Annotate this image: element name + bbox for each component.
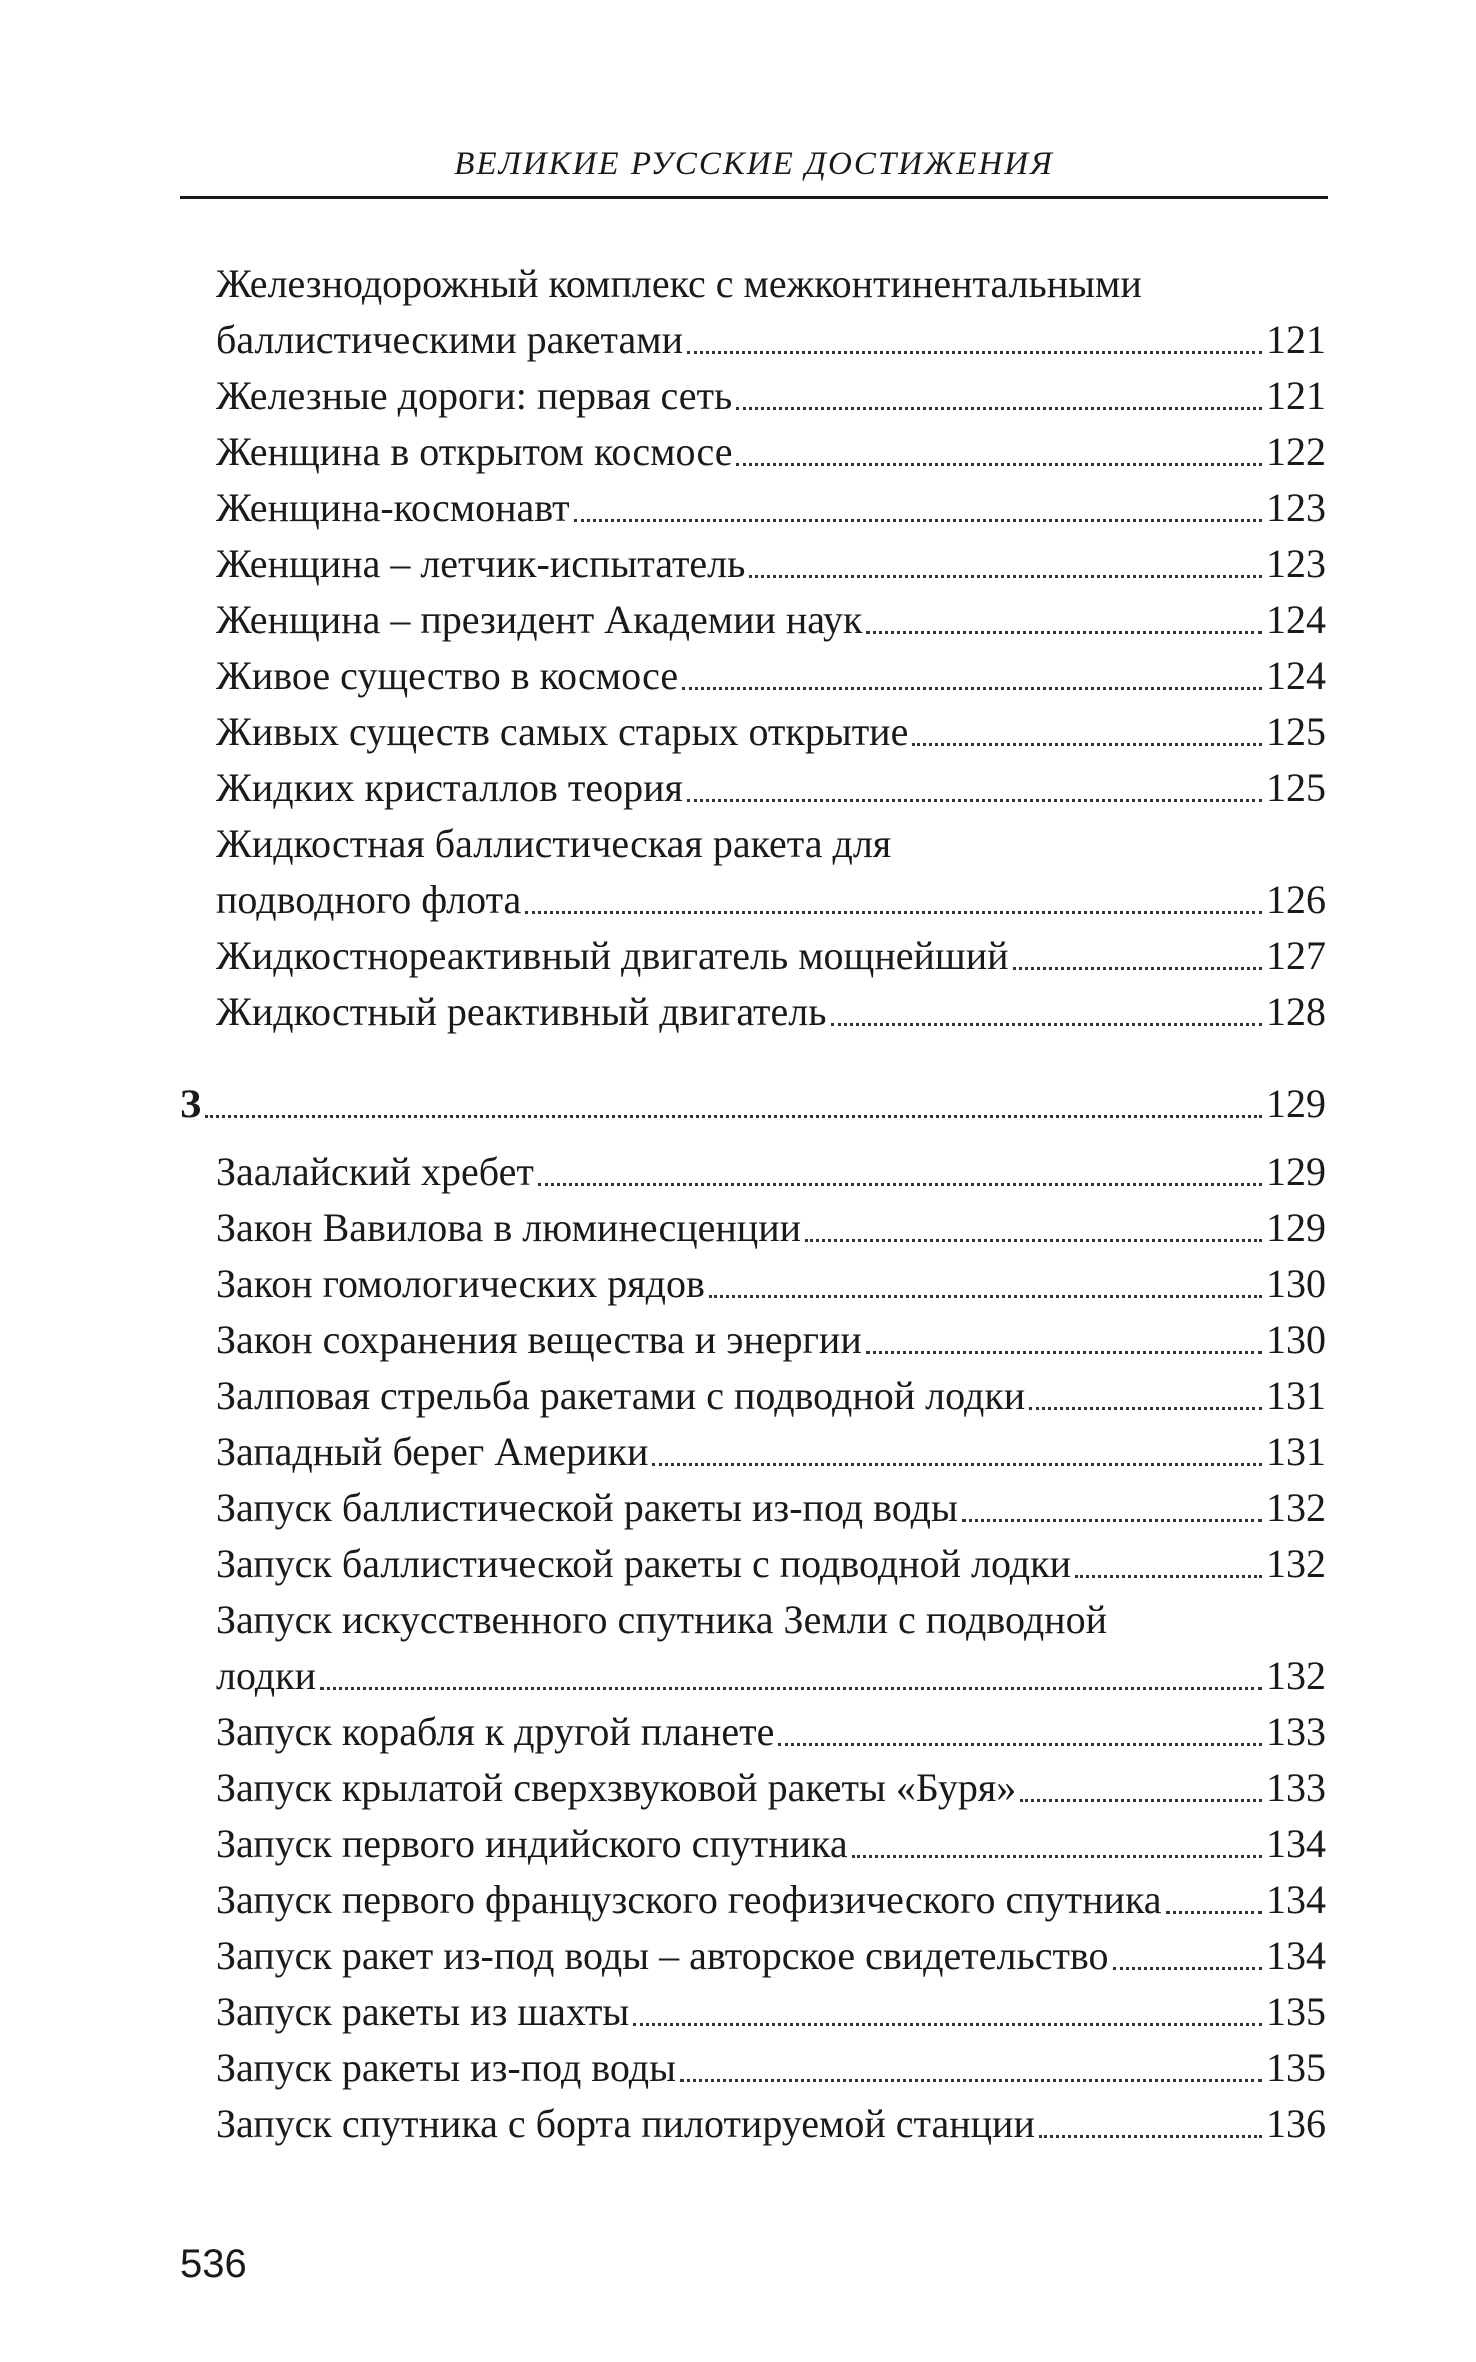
toc-entry-page: 130 [1266,1317,1326,1362]
toc-entry [216,1144,1326,1200]
toc-entry-title: Запуск искусственного спутника Земли с подводной [216,1597,1107,1642]
dot-leader [525,911,1262,914]
dot-leader [1075,1575,1262,1578]
toc-entry-title: Живое существо в космосе [216,653,679,698]
dot-leader [652,1463,1262,1466]
toc-entry-title: Запуск крылатой сверхзвуковой ракеты «Буря» [216,1765,1017,1810]
toc-entry-title: Закон Вавилова в люминесценции [216,1205,802,1250]
toc-entry-title: Закон сохранения вещества и энергии [216,1317,862,1362]
toc-entry-page: 135 [1266,2045,1326,2090]
toc-entry [216,2096,1326,2152]
toc-entry-title: Запуск спутника с борта пилотируемой станции [216,2101,1035,2146]
toc-entry-title: Жидкостная баллистическая ракета для [216,821,892,866]
toc-entry [216,480,1326,536]
toc-entry-title: Запуск баллистической ракеты из-под воды [216,1485,958,1530]
toc-entry [216,2040,1326,2096]
toc-entry-page: 123 [1266,485,1326,530]
toc-entry [216,1592,1326,1648]
toc-entry-title: Запуск баллистической ракеты с подводной лодки [216,1541,1071,1586]
dot-leader [831,1023,1263,1026]
toc-entry [216,1872,1326,1928]
toc-entry-title: Запуск корабля к другой планете [216,1709,775,1754]
toc-entry-page: 134 [1266,1877,1326,1922]
toc-entry-title: Запуск первого французского геофизического спутника [216,1877,1162,1922]
toc-entry [216,928,1326,984]
toc-entry [216,312,1326,368]
toc-entry-page: 121 [1266,373,1326,418]
toc-entry-title: Заалайский хребет [216,1149,534,1194]
dot-leader [866,1351,1262,1354]
page-number: 536 [180,2242,247,2286]
toc-entry-page: 136 [1266,2101,1326,2146]
dot-leader [320,1687,1262,1690]
dot-leader [1013,967,1263,970]
toc-entry-title: Запуск ракеты из-под воды [216,2045,676,2090]
toc-entry-title: Живых существ самых старых открытие [216,709,909,754]
toc-entry-page: 122 [1266,429,1326,474]
toc-entry [216,1816,1326,1872]
toc-entry-page: 133 [1266,1765,1326,1810]
toc-entry-title: подводного флота [216,877,522,922]
dot-leader [736,463,1262,466]
toc-entry [216,1424,1326,1480]
toc-entry-title: Запуск ракеты из шахты [216,1989,630,2034]
toc-entry-title: Женщина-космонавт [216,485,570,530]
toc-entry [216,704,1326,760]
dot-leader [633,2023,1262,2026]
toc-entry [216,1704,1326,1760]
toc-entry-page: 125 [1266,709,1326,754]
running-header: ВЕЛИКИЕ РУССКИЕ ДОСТИЖЕНИЯ [454,146,1054,182]
toc-entry [216,1480,1326,1536]
toc-entry [216,816,1326,872]
dot-leader [912,743,1262,746]
toc-entry-title: Закон гомологических рядов [216,1261,705,1306]
toc-entry-page: 131 [1266,1429,1326,1474]
dot-leader [778,1743,1262,1746]
toc-entry-page: 124 [1266,653,1326,698]
toc-entry-title: Жидкостнореактивный двигатель мощнейший [216,933,1009,978]
toc-section-heading [180,1076,1326,1132]
dot-leader [1039,2135,1262,2138]
toc-entry [216,1200,1326,1256]
toc-entry-page: 135 [1266,1989,1326,2034]
dot-leader [1029,1407,1262,1410]
dot-leader [749,575,1262,578]
toc-entry-title: Жидкостный реактивный двигатель [216,989,827,1034]
dot-leader [687,799,1262,802]
toc-entry [216,984,1326,1040]
toc-entry-title: Железные дороги: первая сеть [216,373,733,418]
dot-leader [852,1855,1262,1858]
toc-section-letter: З [180,1081,202,1126]
dot-leader [736,407,1262,410]
toc-entry-page: 130 [1266,1261,1326,1306]
toc-entry-page: 134 [1266,1933,1326,1978]
toc-entry [216,1312,1326,1368]
toc-entry [216,592,1326,648]
toc-entry-title: Запуск первого индийского спутника [216,1821,848,1866]
toc-entry-page: 128 [1266,989,1326,1034]
dot-leader [538,1183,1262,1186]
dot-leader [682,687,1262,690]
dot-leader [680,2079,1262,2082]
dot-leader [1166,1911,1262,1914]
toc-entry-page: 132 [1266,1653,1326,1698]
toc-entry-page: 133 [1266,1709,1326,1754]
dot-leader [866,631,1262,634]
toc-entry [216,648,1326,704]
toc-entry-page: 129 [1266,1205,1326,1250]
toc-entry [216,760,1326,816]
toc-entry [216,424,1326,480]
dot-leader [962,1519,1262,1522]
dot-leader [205,1115,1262,1118]
toc-entry-title: баллистическими ракетами [216,317,683,362]
toc-entry [216,256,1326,312]
toc-entry [216,1368,1326,1424]
dot-leader [574,519,1262,522]
toc-entry [216,1760,1326,1816]
toc-entry [216,872,1326,928]
dot-leader [1020,1799,1262,1802]
toc-entry [216,1648,1326,1704]
dot-leader [687,351,1262,354]
dot-leader [709,1295,1262,1298]
toc-entry-page: 132 [1266,1541,1326,1586]
toc-entry-page: 125 [1266,765,1326,810]
toc-entry [216,1984,1326,2040]
dot-leader [1113,1967,1262,1970]
toc-entry-page: 129 [1266,1081,1326,1126]
toc-entry-title: Залповая стрельба ракетами с подводной лодки [216,1373,1026,1418]
toc-entry-page: 127 [1266,933,1326,978]
toc-entry-page: 123 [1266,541,1326,586]
toc-entry-page: 131 [1266,1373,1326,1418]
toc-entry-title: Железнодорожный комплекс с межконтинентальными [216,261,1142,306]
toc-entry [216,1928,1326,1984]
toc-entry [216,536,1326,592]
toc-entry-title: Женщина в открытом космосе [216,429,733,474]
toc-entry-page: 126 [1266,877,1326,922]
toc-entry-page: 129 [1266,1149,1326,1194]
toc-entry [216,1256,1326,1312]
toc-entry [216,368,1326,424]
toc-entry-page: 121 [1266,317,1326,362]
toc-entry-page: 124 [1266,597,1326,642]
toc-entry-title: Западный берег Америки [216,1429,649,1474]
toc-entry-title: Запуск ракет из-под воды – авторское свидетельство [216,1933,1109,1978]
dot-leader [805,1239,1262,1242]
toc-entry-page: 132 [1266,1485,1326,1530]
toc-entry-title: Жидких кристаллов теория [216,765,683,810]
toc-entry-title: Женщина – летчик-испытатель [216,541,746,586]
toc-entry-title: Женщина – президент Академии наук [216,597,863,642]
toc-entry-page: 134 [1266,1821,1326,1866]
toc-entry-title: лодки [216,1653,316,1698]
toc-entry [216,1536,1326,1592]
